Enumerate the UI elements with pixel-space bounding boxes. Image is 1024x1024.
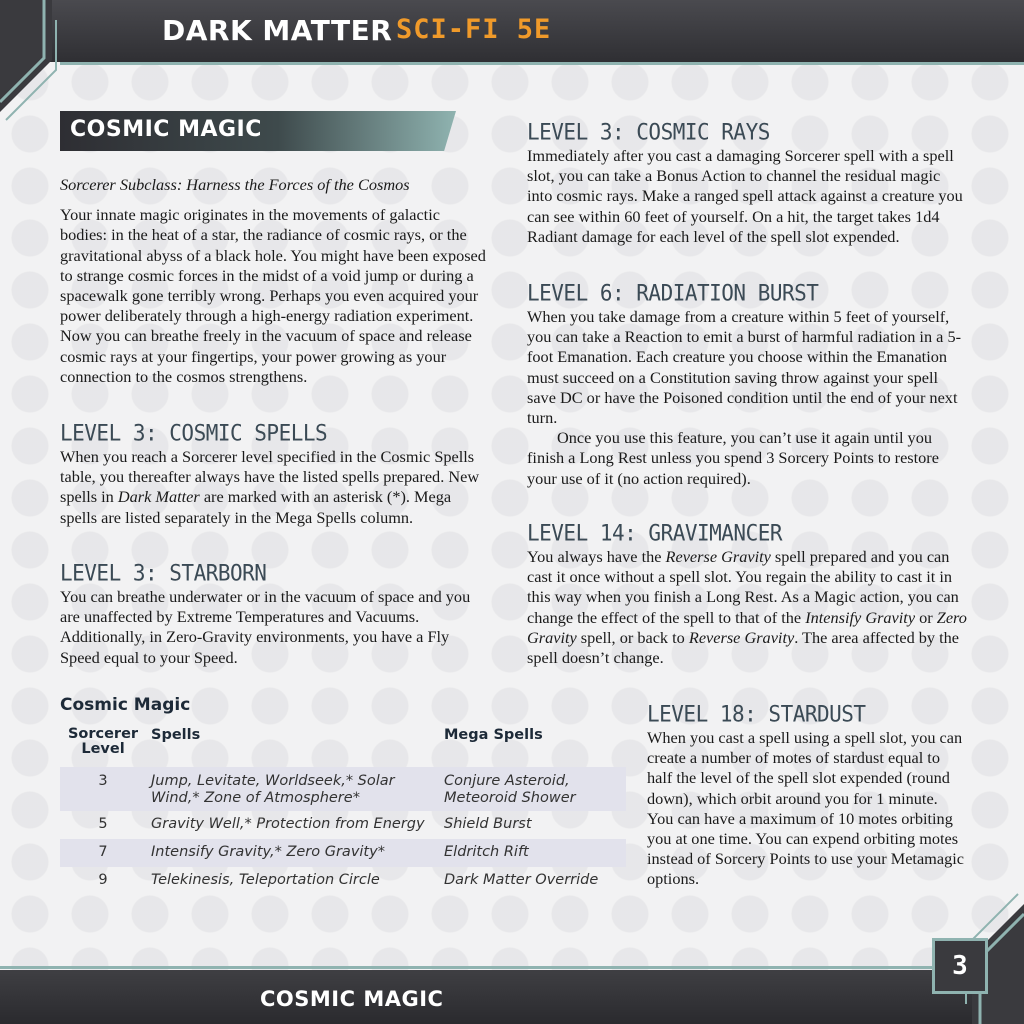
stardust-text: When you cast a spell using a spell slot, you can create a number of motes of stardust equal to half the level of the spell slot expended (round down), which orbit around you for 1 minute. You can have a maximum of 10 motes orbiting you at one time. You can expend orbiting motes instead of Sorcery Points to use your Metamagic options. [647,728,964,889]
stardust-section [647,702,967,890]
logo-sci-fi-5e: SCI-FI 5E [396,14,552,45]
starborn-text: You can breathe underwater or in the vacuum of space and you are unaffected by Extreme Temperatures and Vacuums. Additionally, in Zero-Gravity environments, you have a Fly Speed equal to your Speed. [60,587,471,667]
cosmic-rays-text: Immediately after you cast a damaging Sorcerer spell with a spell slot, you can take a Bonus Action to channel the residual magic into cosmic rays. Make a ranged spell attack against a creature you can see within 60 feet of yourself. On a hit, the target takes 1d4 Radiant damage for each level of the spell slot expended. [527,146,963,246]
table-row: 3 Jump, Levitate, Worldseek,* Solar Wind,* Zone of Atmosphere* Conjure Asteroid, Meteoroid Shower [60,767,626,811]
heading-radiation-burst: LEVEL 6: RADIATION BURST [527,280,819,306]
heading-starborn: LEVEL 3: STARBORN [60,560,267,586]
table-row: 9 Telekinesis, Teleportation Circle Dark Matter Override [98,872,599,888]
subclass-subtitle: Sorcerer Subclass: Harness the Forces of the Cosmos [60,175,410,194]
intro-paragraph: Your innate magic originates in the movements of galactic bodies: in the heat of a star, the radiance of cosmic rays, or the gravitational abyss of a black hole. You might have been exposed to strange cosmic forces in the midst of a void jump or during a spacewalk gone terribly wrong. Perhaps you even acquired your power deliberately through a high-energy radiation experiment. Now you can breathe freely in the vacuum of space and release cosmic rays at your fingertips, your power growing as your connection to the cosmos strengthens. [60,205,486,386]
cosmic-spells-text: When you reach a Sorcerer level specified in the Cosmic Spells table, you thereafter always have the listed spells prepared. New spells in Dark Matter are marked with an asterisk (*). Mega spells are listed separately in the Mega Spells column. [60,447,480,527]
logo-dark-matter: DARK MATTER [162,14,393,47]
radiation-burst-text-2: Once you use this feature, you can’t use it again until you finish a Long Rest unless you spend 3 Sorcery Points to restore your use of it (no action required). [527,428,939,488]
heading-stardust: LEVEL 18: STARDUST [647,701,866,727]
table-title: Cosmic Magic [60,695,191,715]
header-accent-line [60,62,1024,65]
table-row: 7 Intensify Gravity,* Zero Gravity* Eldritch Rift [60,839,626,867]
starborn-section [60,561,490,668]
section-title: COSMIC MAGIC [70,117,262,142]
footer-bar [0,970,1024,1024]
radiation-burst-text: When you take damage from a creature within 5 feet of yourself, you can take a Reaction to emit a burst of harmful radiation in a 5-foot Emanation. Each creature you choose within the Emanation must succeed on a Constitution saving throw against your spell save DC or have the Poisoned condition until the end of your next turn. [527,307,962,428]
header-mega-spells: Mega Spells [444,727,543,743]
heading-gravimancer: LEVEL 14: GRAVIMANCER [527,520,783,546]
table-row: 5 Gravity Well,* Protection from Energy Shield Burst [98,816,532,832]
heading-cosmic-spells: LEVEL 3: COSMIC SPELLS [60,420,328,446]
cosmic-magic-table [60,727,626,895]
radiation-burst-section [527,281,967,489]
header-spells: Spells [151,727,201,743]
gravimancer-text: You always have the Reverse Gravity spell prepared and you can cast it once without a spell slot. You regain the ability to cast it in this way when you finish a Long Rest. As a Magic action, you can change the effect of the spell to that of the Intensify Gravity or Zero Gravity spell, or back to Reverse Gravity. The area affected by the spell doesn’t change. [527,547,967,668]
gravimancer-section [527,521,967,668]
left-column [60,175,490,387]
corner-ornament-top-left [0,0,70,140]
header-sorcerer-level: Sorcerer Level [67,726,139,757]
cosmic-rays-section [527,120,967,247]
cosmic-spells-section [60,421,490,528]
heading-cosmic-rays: LEVEL 3: COSMIC RAYS [527,119,770,145]
table-header-row [60,727,626,767]
footer-title: COSMIC MAGIC [260,987,444,1011]
footer-accent-line [0,966,940,969]
page-number: 3 [932,938,988,994]
